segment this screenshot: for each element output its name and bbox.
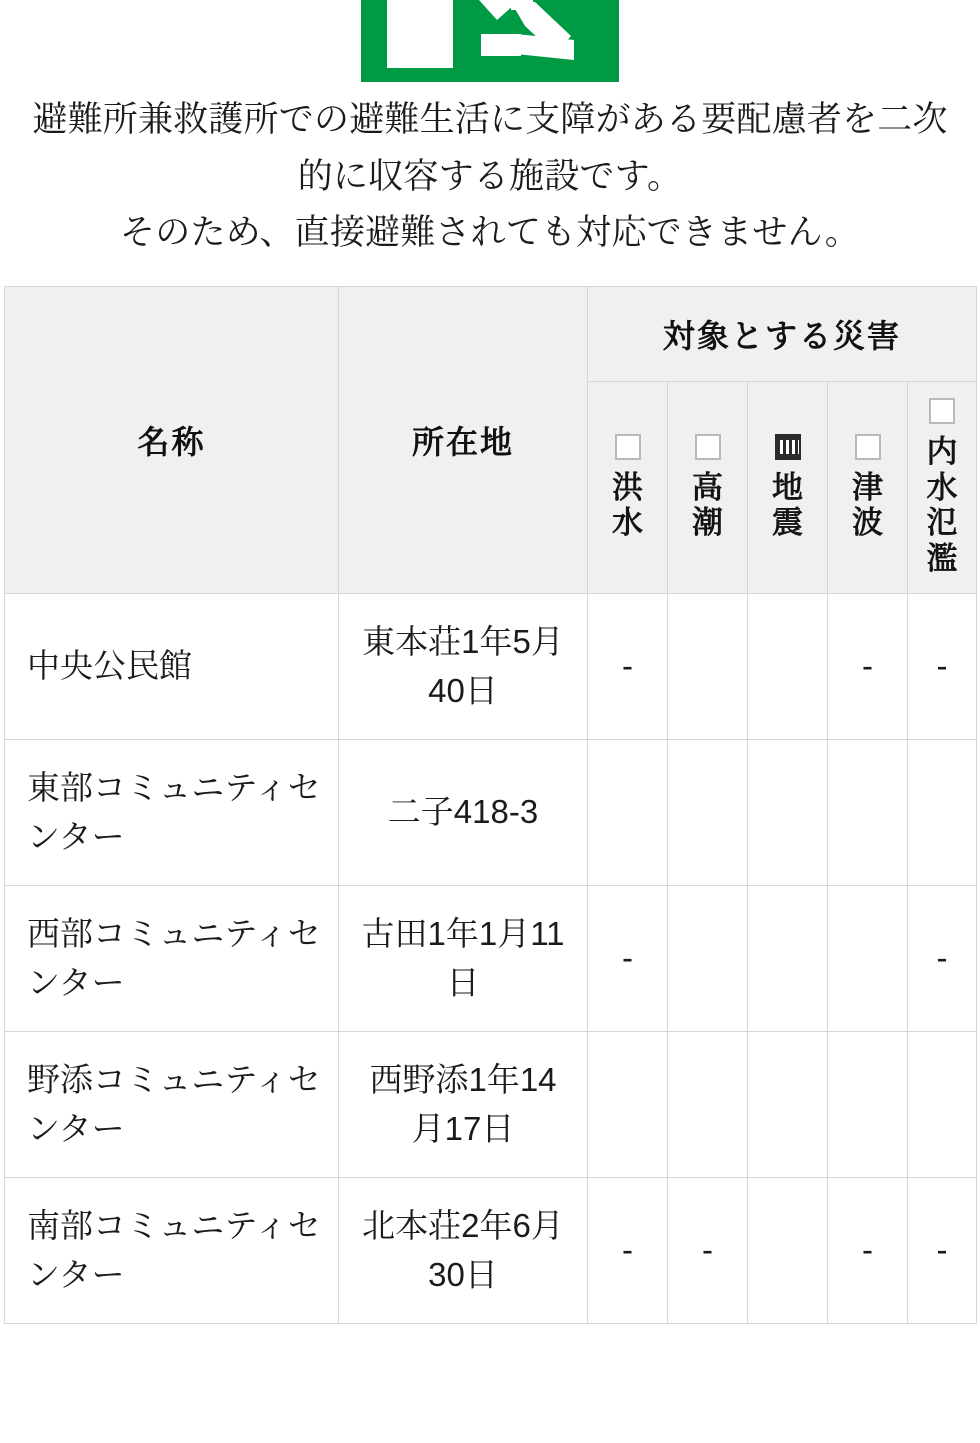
column-header-hazard-group: 対象とする災害 bbox=[588, 287, 977, 382]
column-header-earthquake bbox=[748, 382, 828, 594]
table-row bbox=[5, 593, 977, 739]
hazard-flood-value bbox=[588, 1031, 668, 1177]
hazard-tsunami-value: - bbox=[828, 593, 908, 739]
hazard-flood-value: - bbox=[588, 593, 668, 739]
hazard-high-tide-value bbox=[668, 885, 748, 1031]
shelter-name: 東部コミュニティセンター bbox=[5, 739, 339, 885]
high-tide-label: 高 潮 bbox=[692, 469, 723, 541]
column-header-tsunami bbox=[828, 382, 908, 594]
emergency-exit-icon bbox=[361, 0, 619, 82]
hazard-inland-flood-value bbox=[908, 1031, 977, 1177]
shelter-address: 東本荘1年5月40日 bbox=[339, 593, 588, 739]
hazard-earthquake-value bbox=[748, 1177, 828, 1323]
table-row bbox=[5, 1031, 977, 1177]
hazard-flood-value: - bbox=[588, 1177, 668, 1323]
table-row bbox=[5, 1177, 977, 1323]
hazard-inland-flood-value: - bbox=[908, 593, 977, 739]
hazard-tsunami-value bbox=[828, 885, 908, 1031]
hazard-earthquake-value bbox=[748, 1031, 828, 1177]
earthquake-checkbox-icon[interactable] bbox=[775, 434, 801, 460]
high-tide-checkbox-icon[interactable] bbox=[695, 434, 721, 460]
table-header-group-row bbox=[5, 287, 977, 382]
emergency-exit-banner bbox=[0, 0, 980, 82]
hazard-high-tide-value: - bbox=[668, 1177, 748, 1323]
tsunami-label: 津 波 bbox=[852, 469, 883, 541]
column-header-address: 所在地 bbox=[339, 287, 588, 594]
column-header-flood bbox=[588, 382, 668, 594]
hazard-earthquake-value bbox=[748, 593, 828, 739]
hazard-tsunami-value bbox=[828, 739, 908, 885]
hazard-high-tide-value bbox=[668, 1031, 748, 1177]
description-line-2: 的に収容する施設です。 bbox=[297, 156, 683, 196]
shelter-name: 南部コミュニティセンター bbox=[5, 1177, 339, 1323]
hazard-inland-flood-value: - bbox=[908, 1177, 977, 1323]
description-line-3: そのため、直接避難されても対応できません。 bbox=[120, 213, 860, 253]
table-row bbox=[5, 739, 977, 885]
earthquake-label: 地 震 bbox=[772, 469, 803, 541]
shelter-address: 古田1年1月11日 bbox=[339, 885, 588, 1031]
hazard-tsunami-value bbox=[828, 1031, 908, 1177]
inland-flood-label: 内 水 氾 濫 bbox=[926, 434, 958, 576]
description-line-1: 避難所兼救護所での避難生活に支障がある要配慮者を二次 bbox=[32, 100, 948, 139]
hazard-inland-flood-value bbox=[908, 739, 977, 885]
shelter-table-wrap bbox=[0, 286, 980, 1324]
shelter-name: 西部コミュニティセンター bbox=[5, 885, 339, 1031]
hazard-flood-value: - bbox=[588, 885, 668, 1031]
hazard-tsunami-value: - bbox=[828, 1177, 908, 1323]
flood-label: 洪 水 bbox=[612, 469, 643, 541]
hazard-high-tide-value bbox=[668, 593, 748, 739]
column-header-inland-flood bbox=[908, 382, 977, 594]
table-row bbox=[5, 885, 977, 1031]
shelter-table bbox=[4, 286, 977, 1324]
hazard-inland-flood-value: - bbox=[908, 885, 977, 1031]
shelter-address: 二子418-3 bbox=[339, 739, 588, 885]
hazard-high-tide-value bbox=[668, 739, 748, 885]
shelter-name: 野添コミュニティセンター bbox=[5, 1031, 339, 1177]
shelter-name: 中央公民館 bbox=[5, 593, 339, 739]
shelter-address: 西野添1年14月17日 bbox=[339, 1031, 588, 1177]
hazard-earthquake-value bbox=[748, 739, 828, 885]
shelter-address: 北本荘2年6月30日 bbox=[339, 1177, 588, 1323]
hazard-earthquake-value bbox=[748, 885, 828, 1031]
hazard-flood-value bbox=[588, 739, 668, 885]
tsunami-checkbox-icon[interactable] bbox=[855, 434, 881, 460]
inland-flood-checkbox-icon[interactable] bbox=[929, 398, 955, 424]
page-description bbox=[0, 82, 980, 262]
flood-checkbox-icon[interactable] bbox=[615, 434, 641, 460]
column-header-name: 名称 bbox=[5, 287, 339, 594]
column-header-high-tide bbox=[668, 382, 748, 594]
